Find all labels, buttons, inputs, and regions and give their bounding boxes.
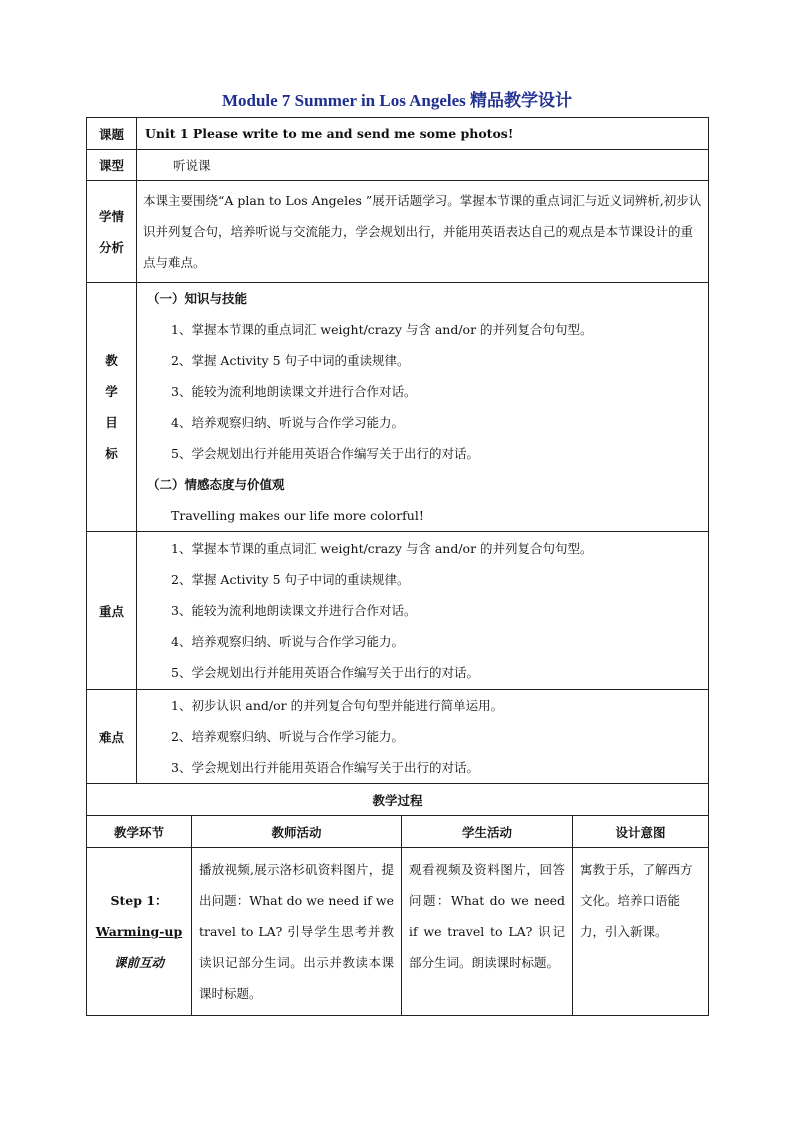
key-points-content — [137, 532, 709, 690]
col-stage: 教学环节 — [87, 816, 192, 848]
goals-heading-knowledge: （一）知识与技能 — [147, 291, 248, 306]
col-student: 学生活动 — [402, 816, 573, 848]
key-points-label: 重点 — [87, 532, 137, 690]
goals-label-char: 教 — [105, 353, 118, 368]
goals-row — [87, 283, 709, 532]
difficult-point-item: 2、培养观察归纳、听说与合作学习能力。 — [171, 729, 404, 744]
goals-label-char: 目 — [105, 415, 118, 430]
teacher-activity: 播放视频,展示洛杉矶资料图片，提出问题：What do we need if we travel to LA? 引导学生思考并教读识记部分生词。出示并教读本课课时标题。 — [192, 848, 402, 1016]
topic-row — [87, 118, 709, 150]
key-point-item: 2、掌握 Activity 5 句子中词的重读规律。 — [171, 572, 410, 587]
difficult-points-row — [87, 690, 709, 784]
step-name: Step 1： — [110, 893, 168, 908]
process-heading: 教学过程 — [87, 784, 709, 816]
process-heading-row — [87, 784, 709, 816]
goal-item: Travelling makes our life more colorful! — [171, 508, 424, 523]
difficult-point-item: 1、初步认识 and/or 的并列复合句句型并能进行简单运用。 — [171, 698, 504, 713]
goals-label — [87, 283, 137, 532]
process-header-row — [87, 816, 709, 848]
goal-item: 1、掌握本节课的重点词汇 weight/crazy 与含 and/or 的并列复合句句型。 — [171, 322, 593, 337]
type-value: 听说课 — [137, 150, 709, 181]
design-intent: 寓教于乐，了解西方文化。培养口语能力，引入新课。 — [573, 848, 709, 1016]
difficult-points-label: 难点 — [87, 690, 137, 784]
col-teacher: 教师活动 — [192, 816, 402, 848]
goal-item: 4、培养观察归纳、听说与合作学习能力。 — [171, 415, 404, 430]
step-subtitle: 课前互动 — [113, 955, 164, 970]
analysis-label-1: 学情 — [98, 208, 124, 224]
difficult-points-content — [137, 690, 709, 784]
goals-heading-attitude: （二）情感态度与价值观 — [147, 477, 285, 492]
type-row — [87, 150, 709, 181]
goals-label-char: 标 — [105, 446, 118, 461]
difficult-point-item: 3、学会规划出行并能用英语合作编写关于出行的对话。 — [171, 760, 479, 775]
col-intent: 设计意图 — [573, 816, 709, 848]
topic-value: Unit 1 Please write to me and send me some photos! — [137, 118, 709, 150]
key-point-item: 3、能较为流利地朗读课文并进行合作对话。 — [171, 603, 417, 618]
goal-item: 2、掌握 Activity 5 句子中词的重读规律。 — [171, 353, 410, 368]
step-row — [87, 848, 709, 1016]
lesson-plan-table — [86, 117, 709, 1016]
topic-label: 课题 — [87, 118, 137, 150]
goal-item: 5、学会规划出行并能用英语合作编写关于出行的对话。 — [171, 446, 479, 461]
key-points-row — [87, 532, 709, 690]
analysis-row — [87, 181, 709, 283]
type-label: 课型 — [87, 150, 137, 181]
goals-content — [137, 283, 709, 532]
document-title: Module 7 Summer in Los Angeles 精品教学设计 — [221, 91, 573, 110]
key-point-item: 1、掌握本节课的重点词汇 weight/crazy 与含 and/or 的并列复合句句型。 — [171, 541, 593, 556]
key-point-item: 4、培养观察归纳、听说与合作学习能力。 — [171, 634, 404, 649]
step-cell — [87, 848, 192, 1016]
analysis-label-2: 分析 — [98, 239, 124, 255]
goal-item: 3、能较为流利地朗读课文并进行合作对话。 — [171, 384, 417, 399]
analysis-label — [87, 181, 137, 283]
analysis-text: 本课主要围绕“A plan to Los Angeles ”展开话题学习。掌握本节课的重点词汇与近义词辨析,初步认识并列复合句，培养听说与交流能力，学会规划出行，并能用英语表达自己的观点是本节课设计的重点与难点。 — [137, 181, 709, 283]
step-title: Warming-up — [95, 924, 183, 939]
goals-label-char: 学 — [105, 384, 118, 399]
key-point-item: 5、学会规划出行并能用英语合作编写关于出行的对话。 — [171, 665, 479, 680]
student-activity: 观看视频及资料图片，回答问题：What do we need if we travel to LA? 识记部分生词。朗读课时标题。 — [402, 848, 573, 1016]
